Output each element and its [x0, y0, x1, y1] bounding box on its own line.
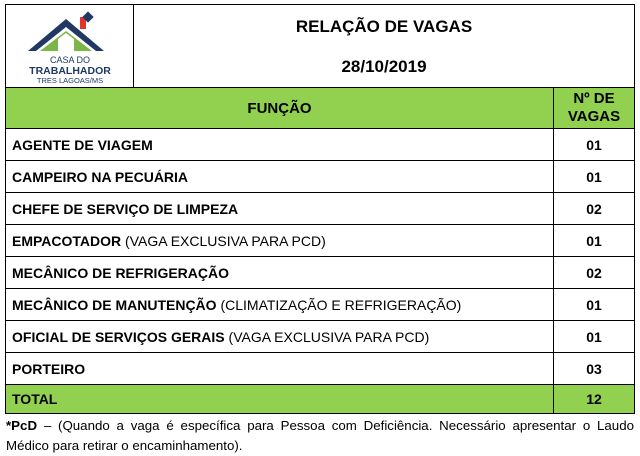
footnote-term: *PcD: [6, 418, 38, 433]
row-function: [6, 129, 554, 161]
row-function-name: MECÂNICO DE MANUTENÇÃO: [12, 296, 217, 313]
col-qty-header: [554, 88, 635, 129]
total-value: 12: [554, 385, 635, 414]
row-qty: 01: [554, 129, 635, 161]
title-cell: [134, 5, 635, 88]
row-function: [6, 193, 554, 225]
row-function: [6, 161, 554, 193]
vacancy-sheet: [5, 4, 635, 456]
table-row: [6, 129, 635, 161]
row-function-name: OFICIAL DE SERVIÇOS GERAIS: [12, 328, 225, 345]
row-qty: 03: [554, 353, 635, 385]
row-function-note: (VAGA EXCLUSIVA PARA PCD): [224, 328, 430, 345]
row-qty: 02: [554, 193, 635, 225]
header-table: [5, 4, 635, 88]
row-function-name: EMPACOTADOR: [12, 232, 122, 249]
table-row: [6, 321, 635, 353]
row-function-name: MECÂNICO DE REFRIGERAÇÃO: [12, 264, 230, 281]
page-date: 28/10/2019: [341, 57, 427, 76]
total-label: [6, 385, 554, 414]
footnote: [5, 416, 634, 456]
table-row: [6, 161, 635, 193]
row-qty: 01: [554, 289, 635, 321]
row-function: [6, 321, 554, 353]
footnote-text: – (Quando a vaga é específica para Pessoa com Deficiência. Necessário apresentar o Laudo Médico para retirar o encaminhamento).: [6, 418, 634, 453]
row-function-note: (CLIMATIZAÇÃO E REFRIGERAÇÃO): [216, 296, 462, 313]
total-label-text: TOTAL: [12, 391, 58, 407]
table-header-row: [6, 88, 635, 129]
row-qty: 01: [554, 161, 635, 193]
logo-text-3: TRES LAGOAS/MS: [36, 76, 104, 85]
row-qty: 01: [554, 321, 635, 353]
logo-cell: [6, 5, 134, 88]
row-function: [6, 257, 554, 289]
row-function: [6, 225, 554, 257]
row-qty: 02: [554, 257, 635, 289]
row-function-name: CHEFE DE SERVIÇO DE LIMPEZA: [12, 200, 239, 217]
col-qty-line1: Nº DE: [573, 90, 615, 107]
table-row: [6, 257, 635, 289]
page-title: RELAÇÃO DE VAGAS: [295, 17, 473, 36]
table-row: [6, 289, 635, 321]
table-row: [6, 353, 635, 385]
row-qty: 01: [554, 225, 635, 257]
logo-text-2: TRABALHADOR: [29, 65, 111, 77]
table-row: [6, 193, 635, 225]
table-row: [6, 225, 635, 257]
row-function-note: (VAGA EXCLUSIVA PARA PCD): [121, 232, 326, 249]
total-row: [6, 385, 635, 414]
row-function: [6, 353, 554, 385]
col-qty-line2: VAGAS: [567, 108, 621, 125]
row-function-name: PORTEIRO: [12, 360, 86, 377]
row-function-name: CAMPEIRO NA PECUÁRIA: [12, 168, 189, 185]
row-function: [6, 289, 554, 321]
casa-do-trabalhador-logo: [6, 5, 134, 87]
vacancy-table: [5, 87, 635, 414]
row-function-name: AGENTE DE VIAGEM: [12, 136, 153, 153]
col-function-header: FUNÇÃO: [6, 88, 554, 129]
logo-text-1: CASA DO: [49, 55, 91, 65]
